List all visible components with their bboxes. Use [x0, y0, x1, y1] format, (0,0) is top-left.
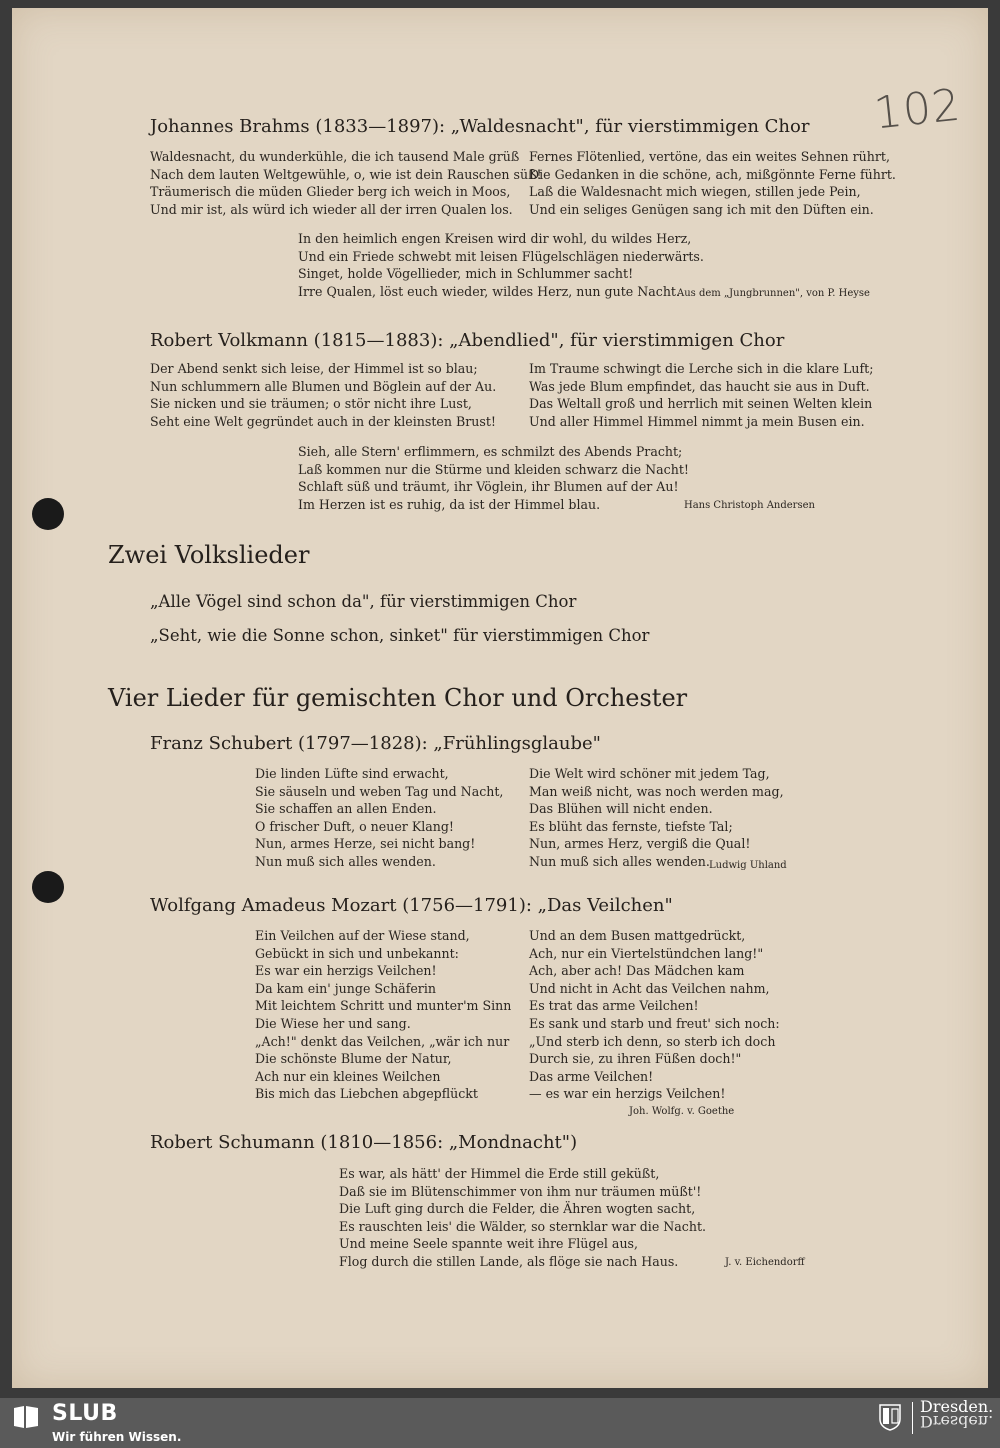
handwritten-page-number: 102 [871, 79, 964, 140]
poem-line: Die Gedanken in die schöne, ach, mißgönnte Ferne führt. [529, 166, 896, 182]
poem-line: Laß die Waldesnacht mich wiegen, stillen jede Pein, [529, 184, 861, 200]
schubert-credit: Ludwig Uhland [709, 860, 787, 871]
poem-line: Daß sie im Blütenschimmer von ihm nur träumen müßt'! [339, 1183, 702, 1199]
poem-line: Sie schaffen an allen Enden. [255, 801, 437, 817]
program-page [12, 8, 988, 1388]
poem-line: Das Blühen will nicht enden. [529, 801, 713, 817]
volkslied-item-2: „Seht, wie die Sonne schon, sinket" für vierstimmigen Chor [150, 626, 650, 645]
schumann-heading: Robert Schumann (1810—1856: „Mondnacht") [150, 1132, 578, 1153]
poem-line: Gebückt in sich und unbekannt: [255, 945, 459, 961]
dresden-logo-text: Dresden. Dresden. [920, 1397, 994, 1431]
schubert-left-stanza [255, 765, 503, 871]
poem-line: Es blüht das fernste, tiefste Tal; [529, 818, 733, 834]
volkmann-left-stanza [150, 360, 496, 430]
schubert-heading: Franz Schubert (1797—1828): „Frühlingsglaube" [150, 733, 601, 754]
poem-line: Nun schlummern alle Blumen und Böglein auf der Au. [150, 378, 497, 394]
poem-line: Es war ein herzigs Veilchen! [255, 963, 437, 979]
mozart-left-stanza [255, 927, 511, 1103]
poem-line: Nun muß sich alles wenden. [529, 853, 710, 869]
poem-line: Der Abend senkt sich leise, der Himmel ist so blau; [150, 361, 478, 376]
poem-line: Fernes Flötenlied, vertöne, das ein weites Sehnen rührt, [529, 149, 890, 164]
poem-line: Nun, armes Herze, sei nicht bang! [255, 836, 476, 852]
poem-line: Irre Qualen, löst euch wieder, wildes Herz, nun gute Nacht. [298, 283, 680, 299]
poem-line: Ach, nur ein Viertelstündchen lang!" [529, 945, 764, 961]
poem-line: Ach, aber ach! Das Mädchen kam [529, 963, 745, 979]
poem-line: Sie säuseln und weben Tag und Nacht, [255, 783, 504, 799]
poem-line: Und ein Friede schwebt mit leisen Flügelschlägen niederwärts. [298, 248, 704, 264]
poem-line: Und mir ist, als würd ich wieder all der irren Qualen los. [150, 201, 513, 217]
poem-line: O frischer Duft, o neuer Klang! [255, 818, 454, 834]
poem-line: Seht eine Welt gegründet auch in der kleinsten Brust! [150, 413, 496, 429]
poem-line: Es trat das arme Veilchen! [529, 998, 699, 1014]
poem-line: Schlaft süß und träumt, ihr Vöglein, ihr Blumen auf der Au! [298, 479, 679, 495]
poem-line: Durch sie, zu ihren Füßen doch!" [529, 1051, 742, 1067]
poem-line: Singet, holde Vögellieder, mich in Schlummer sacht! [298, 266, 634, 282]
poem-line: Was jede Blum empfindet, das haucht sie aus in Duft. [529, 378, 870, 394]
brahms-credit: Aus dem „Jungbrunnen", von P. Heyse [677, 288, 870, 299]
volkslied-item-1: „Alle Vögel sind schon da", für vierstimmigen Chor [150, 592, 577, 611]
schumann-credit: J. v. Eichendorff [725, 1257, 805, 1268]
poem-line: Man weiß nicht, was noch werden mag, [529, 783, 784, 799]
poem-line: Mit leichtem Schritt und munter'm Sinn [255, 998, 512, 1014]
volkmann-right-stanza [529, 360, 873, 430]
volkmann-center-stanza [298, 443, 689, 513]
mozart-right-stanza [529, 927, 780, 1103]
poem-line: Und an dem Busen mattgedrückt, [529, 928, 746, 943]
brahms-left-stanza [150, 148, 542, 218]
punch-hole-upper [32, 498, 64, 530]
poem-line: „Und sterb ich denn, so sterb ich doch [529, 1033, 776, 1049]
poem-line: Die schönste Blume der Natur, [255, 1051, 452, 1067]
mozart-heading: Wolfgang Amadeus Mozart (1756—1791): „Das Veilchen" [150, 895, 673, 916]
poem-line: Es rauschten leis' die Wälder, so sternklar war die Nacht. [339, 1218, 707, 1234]
slub-tagline: Wir führen Wissen. [52, 1430, 182, 1444]
volkslieder-title: Zwei Volkslieder [108, 541, 310, 569]
poem-line: Nach dem lauten Weltgewühle, o, wie ist dein Rauschen süß! [150, 166, 542, 182]
schumann-stanza [339, 1165, 706, 1271]
poem-line: Sie nicken und sie träumen; o stör nicht ihre Lust, [150, 396, 472, 412]
poem-line: Die linden Lüfte sind erwacht, [255, 766, 449, 781]
poem-line: Träumerisch die müden Glieder berg ich weich in Moos, [150, 184, 511, 200]
poem-line: Da kam ein' junge Schäferin [255, 980, 436, 996]
dresden-crest-icon [878, 1403, 902, 1431]
poem-line: Die Wiese her und sang. [255, 1015, 411, 1031]
poem-line: Sieh, alle Stern' erflimmern, es schmilzt des Abends Pracht; [298, 444, 683, 459]
poem-line: Das arme Veilchen! [529, 1068, 654, 1084]
schubert-right-stanza [529, 765, 784, 871]
volkmann-heading: Robert Volkmann (1815—1883): „Abendlied", für vierstimmigen Chor [150, 330, 785, 351]
poem-line: Die Welt wird schöner mit jedem Tag, [529, 766, 770, 781]
poem-line: Im Herzen ist es ruhig, da ist der Himmel blau. [298, 496, 601, 512]
brahms-right-stanza [529, 148, 896, 218]
vier-lieder-title: Vier Lieder für gemischten Chor und Orchester [108, 684, 688, 712]
poem-line: Laß kommen nur die Stürme und kleiden schwarz die Nacht! [298, 461, 689, 477]
poem-line: Flog durch die stillen Lande, als flöge sie nach Haus. [339, 1253, 679, 1269]
brahms-center-stanza [298, 230, 704, 300]
punch-hole-lower [32, 871, 64, 903]
poem-line: Nun muß sich alles wenden. [255, 853, 436, 869]
poem-line: Die Luft ging durch die Felder, die Ähren wogten sacht, [339, 1201, 696, 1217]
poem-line: Ach nur ein kleines Weilchen [255, 1068, 441, 1084]
viewer-footer-bar [0, 1398, 1000, 1448]
poem-line: Es sank und starb und freut' sich noch: [529, 1015, 780, 1031]
volkmann-credit: Hans Christoph Andersen [684, 500, 815, 511]
poem-line: — es war ein herzigs Veilchen! [529, 1086, 726, 1102]
poem-line: Und meine Seele spannte weit ihre Flügel aus, [339, 1236, 639, 1252]
poem-line: Waldesnacht, du wunderkühle, die ich tausend Male grüß [150, 149, 520, 164]
poem-line: Und ein seliges Genügen sang ich mit den Düften ein. [529, 201, 874, 217]
poem-line: Nun, armes Herz, vergiß die Qual! [529, 836, 751, 852]
poem-line: Bis mich das Liebchen abgepflückt [255, 1086, 478, 1102]
poem-line: Und aller Himmel Himmel nimmt ja mein Busen ein. [529, 413, 865, 429]
poem-line: Im Traume schwingt die Lerche sich in die klare Luft; [529, 361, 874, 376]
poem-line: Es war, als hätt' der Himmel die Erde still geküßt, [339, 1166, 660, 1181]
poem-line: In den heimlich engen Kreisen wird dir wohl, du wildes Herz, [298, 231, 692, 246]
brahms-heading: Johannes Brahms (1833—1897): „Waldesnacht", für vierstimmigen Chor [150, 116, 810, 137]
mozart-credit: Joh. Wolfg. v. Goethe [629, 1106, 735, 1117]
slub-book-icon [12, 1404, 40, 1430]
poem-line: Ein Veilchen auf der Wiese stand, [255, 928, 470, 943]
poem-line: Und nicht in Acht das Veilchen nahm, [529, 980, 770, 996]
footer-divider [912, 1402, 913, 1434]
slub-logo-text: SLUB [52, 1401, 118, 1426]
poem-line: Das Weltall groß und herrlich mit seinen Welten klein [529, 396, 873, 412]
poem-line: „Ach!" denkt das Veilchen, „wär ich nur [255, 1033, 510, 1049]
